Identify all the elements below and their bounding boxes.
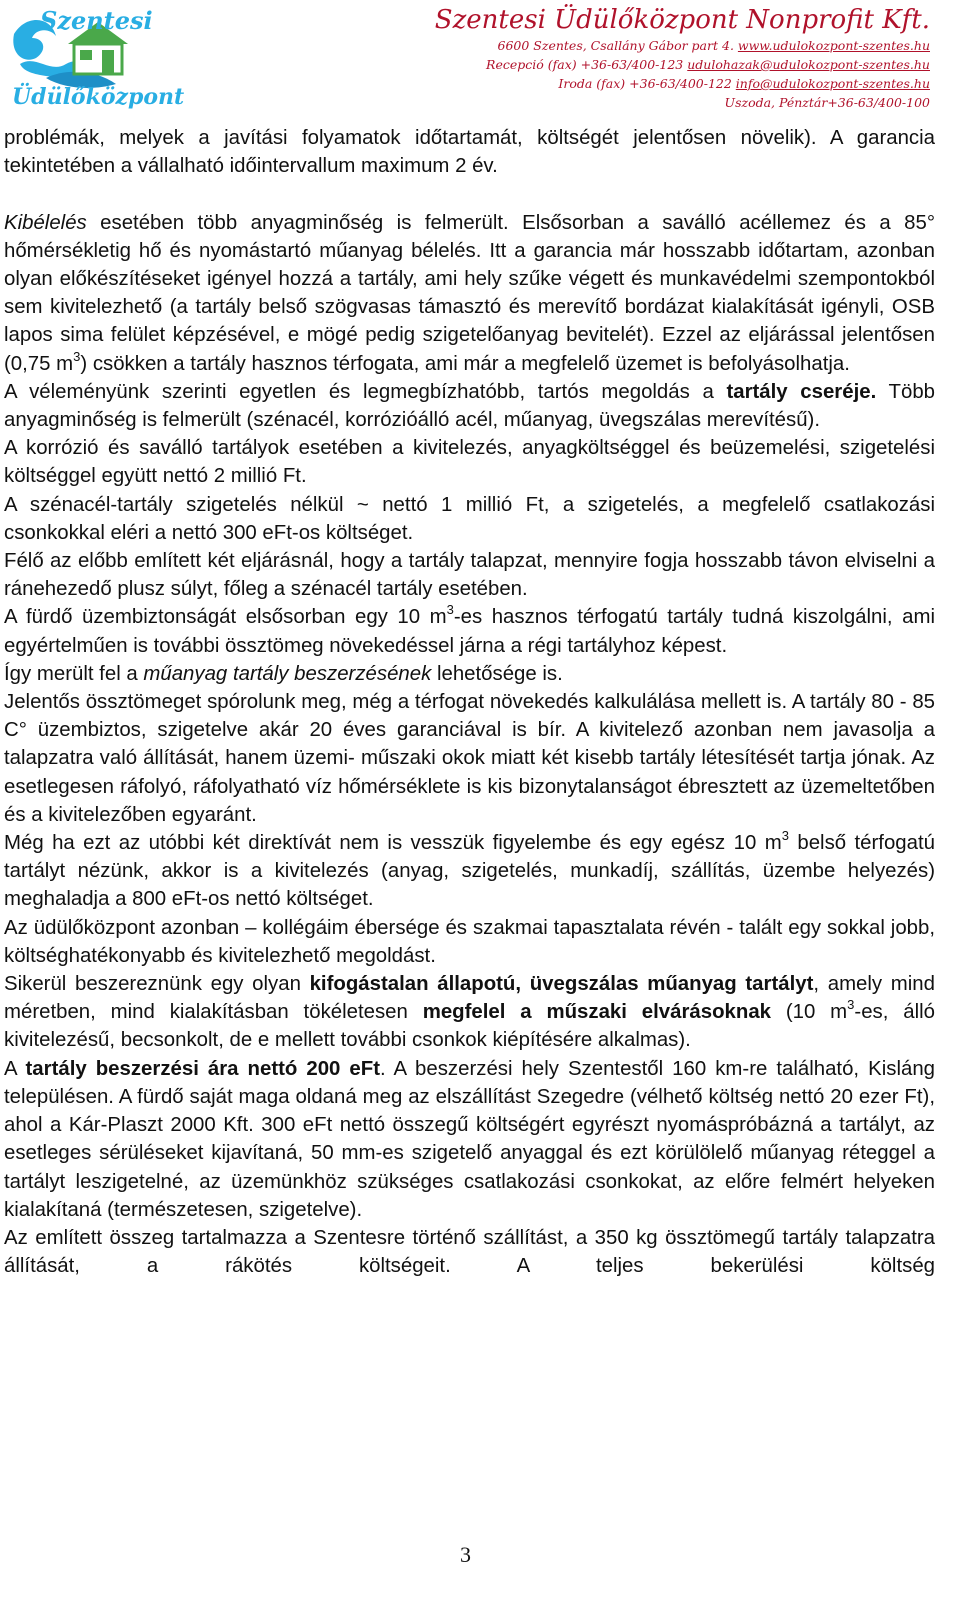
office-email-link[interactable]: info@udulokozpont-szentes.hu	[735, 76, 930, 91]
logo-title: Szentesi	[40, 6, 153, 35]
address: 6600 Szentes, Csallány Gábor part 4.	[497, 38, 734, 53]
reception-line	[435, 55, 930, 74]
office-line	[435, 74, 930, 93]
paragraph-14: Az említett összeg tartalmazza a Szentesre történő szállítást, a 350 kg össztömegű tartály talapzatra állítását, a rákötés költségeit. A teljes bekerülési költség	[4, 1226, 935, 1278]
bold-text: tartály cseréje.	[726, 380, 877, 403]
bold-text: kifogástalan állapotú, üvegszálas műanyag tartályt	[309, 973, 814, 996]
paragraph-6: Félő az előbb említett két eljárásnál, hogy a tartály talapzat, mennyire fogja hosszabb távon elviselni a ránehezedő plusz súlyt, főleg a szénacél tartály esetében.	[4, 550, 935, 601]
company-info	[435, 4, 930, 112]
document-body	[0, 124, 935, 1280]
paragraph-7: A fürdő üzembiztonságát elsősorban egy 10 $m^3-es$ hasznos térfogatú tartály tudná kiszolgálni, ami egyértelműen is további össztömeg növekedéssel járna a régi tartályhoz képest.	[4, 602, 935, 657]
paragraph-2: Kibélelés esetében több anyagminőség is felmerült. Elsősorban a saválló acéllemez és a 85° hőmérsékletig hő és nyomástartó műanyag bélelés. Itt a garancia már hosszabb időtartam, azonban olyan előkészítéseket igényel hozzá a tartály, ami hely szűke végett és munkavédelmi szempontokból sem kivitelezhető (a tartály belső szögvasas támasztó és merevítő bordázat kialakítását igényli, OSB lapos sima felület képzésével, e mögé pedig szigetelőanyag bevitelét). Ezzel az eljárással jelentősen (0,75 $m^3$) csökken a tartály hasznos térfogata, ami már a megfelelő üzemet is befolyásolhatja.	[4, 211, 935, 375]
emphasis-text: Kibélelés	[4, 211, 87, 234]
logo-subtitle: Üdülőközpont	[12, 84, 185, 110]
paragraph-gap	[4, 180, 935, 208]
paragraph-4: A korrózió és saválló tartályok esetében a kivitelezés, anyagköltséggel és beüzemelési, szigetelési költséggel együtt nettó 2 millió Ft.	[4, 437, 935, 488]
website-link[interactable]: www.udulokozpont-szentes.hu	[737, 38, 930, 53]
reception-email-link[interactable]: udulohazak@udulokozpont-szentes.hu	[687, 57, 930, 72]
letterhead	[0, 0, 960, 122]
paragraph-10: Még ha ezt az utóbbi két direktívát nem is vesszük figyelembe és egy egész 10 $m^3$ belső térfogatú tartályt nézünk, akkor is a kivitelezés (anyag, szigetelés, munkadíj, szállítás, üzembe helyezés) meghaladja a 800 eFt-os nettó költséget.	[4, 828, 935, 911]
paragraph-5: A szénacél-tartály szigetelés nélkül ~ nettó 1 millió Ft, a szigetelés, a megfelelő csatlakozási csonkokkal eléri a nettó 300 eFt-os költséget.	[4, 493, 935, 544]
company-name: Szentesi Üdülőközpont Nonprofit Kft.	[434, 5, 930, 35]
paragraph-11: Az üdülőközpont azonban – kollégáim ébersége és szakmai tapasztalata révén - talált egy sokkal jobb, költséghatékonyabb és kivitelezhető megoldást.	[4, 916, 935, 967]
paragraph-13: A tartály beszerzési ára nettó 200 eFt. A beszerzési hely Szentestől 160 km-re található, Kisláng településen. A fürdő saját maga oldaná meg az elszállítást Szegedre (vélhető költség nettó 20 ezer Ft), ahol a Kár-Plaszt 2000 Kft. 300 eFt nettó összegű költségért egyrészt nyomáspróbázná a tartályt, az esetleges sérüléseket kijavítaná, 50 mm-es szigetelő anyaggal és ezt körülölelő műanyag réteggel a tartályt leszigetelné, az üzemünkhöz szükséges csatlakozási csonkokat, az előre felmért helyeken kialakítaná (természetesen, szigetelve).	[4, 1057, 935, 1221]
bold-text: megfelel a műszaki elvárásoknak	[422, 1001, 772, 1024]
emphasis-text: műanyag tartály beszerzésének	[143, 662, 432, 685]
paragraph-8: Így merült fel a műanyag tartály beszerzésének lehetősége is.	[4, 662, 563, 685]
reception-phone: Recepció (fax) +36-63/400-123	[486, 57, 684, 72]
office-phone: Iroda (fax) +36-63/400-122	[558, 76, 732, 91]
paragraph-9: Jelentős össztömeget spórolunk meg, még a térfogat növekedés kalkulálása mellett is. A tartály 80 - 85 C° üzembiztos, szigetelve akár 20 éves garanciával is bír. A kivitelező azonban nem javasolja a talapzatra való állítását, hanem üzemi- műszaki okok miatt két kisebb tartály létesítését tartja jónak. Az esetlegesen ráfolyó, ráfolyatható víz hőmérséklete is kis bizonytalanságot ébresztett az üzemeltetőben és a kivitelezőben egyaránt.	[4, 691, 935, 826]
paragraph-12: Sikerül beszereznünk egy olyan kifogástalan állapotú, üvegszálas műanyag tartályt, amely mind méretben, mind kialakításban tökéletesen megfelel a műszaki elvárásoknak (10 $m^3-es$, álló kivitelezésű, becsonkolt, de e mellett további csonkok kiépítésére alkalmas).	[4, 973, 935, 1052]
pool-phone: Uszoda, Pénztár+36-63/400-100	[724, 95, 930, 110]
bold-text: tartály beszerzési ára nettó 200 eFt	[25, 1057, 380, 1080]
paragraph-1: problémák, melyek a javítási folyamatok időtartamát, költségét jelentősen növelik). A garancia tekintetében a vállalható időintervallum maximum 2 év.	[4, 127, 935, 178]
address-line	[435, 36, 930, 55]
paragraph-3: A véleményünk szerinti egyetlen és legmegbízhatóbb, tartós megoldás a tartály cseréje. Több anyagminőség is felmerült (szénacél, korrózióálló acél, műanyag, üvegszálas merevítésű).	[4, 380, 935, 432]
page-number: 3	[460, 1542, 471, 1567]
